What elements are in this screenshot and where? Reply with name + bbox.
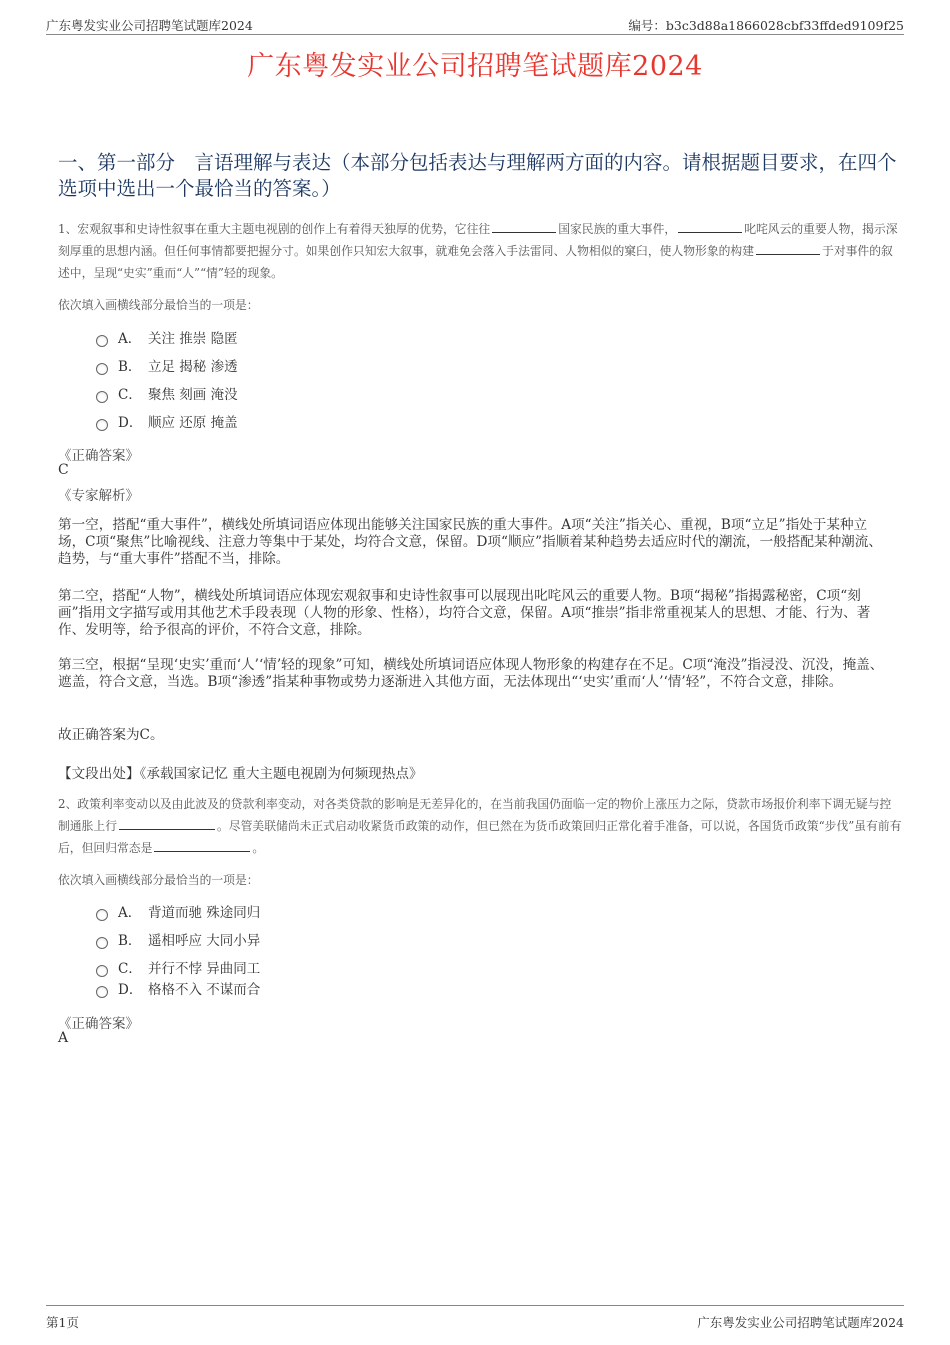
question-1-text-part: 于对事件的叙述中，呈现“史实”重而“人”“情”轻的现象。: [58, 244, 893, 280]
question-1-option-b[interactable]: [96, 357, 238, 377]
question-1-option-c[interactable]: [96, 385, 238, 405]
question-1-option-a[interactable]: [96, 329, 238, 349]
question-2-option-c[interactable]: [96, 959, 260, 979]
option-letter: D．: [118, 982, 143, 998]
question-1-text-part: 国家民族的重大事件，: [558, 222, 677, 236]
analysis-paragraph: 第三空，根据“呈现‘史实’重而‘人’‘情’轻的现象”可知，横线处所填词语应体现人物形象的构建存在不足。C项“淹没”指浸没、沉没，掩盖、遮盖，符合文意，当选。B项“渗透”指某种事物或势力逐渐进入其他方面，无法体现出“‘史实’重而‘人’‘情’轻”，不符合文意，排除。: [58, 657, 884, 690]
question-1-instruction: 依次填入画横线部分最恰当的一项是：: [58, 298, 259, 312]
radio-icon[interactable]: [96, 937, 108, 949]
option-text: 聚焦 刻画 淹没: [148, 387, 238, 403]
answer-blank: [678, 220, 742, 233]
radio-icon[interactable]: [96, 986, 108, 998]
option-letter: A．: [118, 905, 142, 921]
question-1-stem: [58, 218, 902, 284]
option-letter: C．: [118, 387, 142, 403]
question-2-option-b[interactable]: [96, 931, 260, 951]
page-footer: [46, 1305, 904, 1328]
expert-analysis-label: 《专家解析》: [58, 488, 139, 504]
question-2-stem: [58, 793, 902, 859]
correct-answer-label: 《正确答案》: [58, 448, 139, 464]
option-letter: B．: [118, 359, 142, 375]
question-2-text-part: 2、政策利率变动以及由此波及的贷款利率变动，对各类贷款的影响是无差异化的，在当前我国仍面临一定的物价上涨压力之际，贷款市场报价利率下调无疑与控制通胀上行: [58, 797, 892, 833]
option-text: 立足 揭秘 渗透: [148, 359, 238, 375]
answer-blank: [119, 817, 215, 830]
option-letter: C．: [118, 961, 142, 977]
question-2-text-part: 。: [252, 841, 265, 855]
page-header: [46, 14, 904, 35]
radio-icon[interactable]: [96, 965, 108, 977]
radio-icon[interactable]: [96, 363, 108, 375]
radio-icon[interactable]: [96, 909, 108, 921]
option-text: 关注 推崇 隐匿: [148, 331, 238, 347]
option-text: 并行不悖 异曲同工: [148, 961, 261, 977]
footer-doc-name: 广东粤发实业公司招聘笔试题库2024: [697, 1315, 904, 1330]
header-doc-name: 广东粤发实业公司招聘笔试题库2024: [46, 18, 253, 33]
option-text: 顺应 还原 掩盖: [148, 415, 238, 431]
answer-blank: [756, 242, 820, 255]
correct-answer-label: 《正确答案》: [58, 1016, 139, 1032]
question-1-text-part: 1、宏观叙事和史诗性叙事在重大主题电视剧的创作上有着得天独厚的优势，它往往: [58, 222, 491, 236]
question-1-option-d[interactable]: [96, 413, 238, 433]
question-2-option-a[interactable]: [96, 903, 260, 923]
radio-icon[interactable]: [96, 335, 108, 347]
option-letter: D．: [118, 415, 143, 431]
header-doc-id: 编号：b3c3d88a1866028cbf33ffded9109f25: [628, 18, 904, 33]
page-number: 第1页: [46, 1315, 79, 1330]
question-2-text-part: 。尽管美联储尚未正式启动收紧货币政策的动作，但已然在为货币政策回归正常化着手准备，可以说，各国货币政策“步伐”虽有前有后，但回归常态是: [58, 819, 902, 855]
analysis-conclusion: 故正确答案为C。: [58, 727, 164, 743]
correct-answer-value: A: [58, 1030, 69, 1046]
option-text: 背道而驰 殊途同归: [148, 905, 261, 921]
document-title: 广东粤发实业公司招聘笔试题库2024: [247, 51, 703, 82]
question-2-option-d[interactable]: [96, 980, 260, 1000]
question-1-text-part: 叱咤风云的重要人物，揭示深刻厚重的思想内涵。但任何事情都要把握分寸。如果创作只知宏大叙事，就难免会落入手法雷同、人物相似的窠臼，使人物形象的构建: [58, 222, 898, 258]
option-text: 格格不入 不谋而合: [148, 982, 261, 998]
analysis-paragraph: 第二空，搭配“人物”，横线处所填词语应体现宏观叙事和史诗性叙事可以展现出叱咤风云的重要人物。B项“揭秘”指揭露秘密，C项“刻画”指用文字描写或用其他艺术手段表现（人物的形象、性格），均符合文意，保留。A项“推崇”指非常重视某人的思想、才能、行为、著作、发明等，给予很高的评价，不符合文意，排除。: [58, 588, 871, 638]
answer-blank: [154, 839, 250, 852]
analysis-paragraph: 第一空，搭配“重大事件”，横线处所填词语应体现出能够关注国家民族的重大事件。A项“关注”指关心、重视，B项“立足”指处于某种立场，C项“聚焦”比喻视线、注意力等集中于某处，均符合文意，保留。D项“顺应”指顺着某种趋势去适应时代的潮流，一般搭配某种潮流、趋势，与“重大事件”搭配不当，排除。: [58, 517, 882, 567]
radio-icon[interactable]: [96, 391, 108, 403]
question-2-instruction: 依次填入画横线部分最恰当的一项是：: [58, 873, 259, 887]
section-heading: 一、第一部分 言语理解与表达（本部分包括表达与理解两方面的内容。请根据题目要求，在四个选项中选出一个最恰当的答案。）: [58, 151, 897, 200]
radio-icon[interactable]: [96, 419, 108, 431]
option-letter: A．: [118, 331, 142, 347]
answer-blank: [492, 220, 556, 233]
correct-answer-value: C: [58, 462, 69, 478]
option-letter: B．: [118, 933, 142, 949]
option-text: 遥相呼应 大同小异: [148, 933, 261, 949]
passage-source: 【文段出处】《承载国家记忆 重大主题电视剧为何频现热点》: [58, 766, 423, 782]
